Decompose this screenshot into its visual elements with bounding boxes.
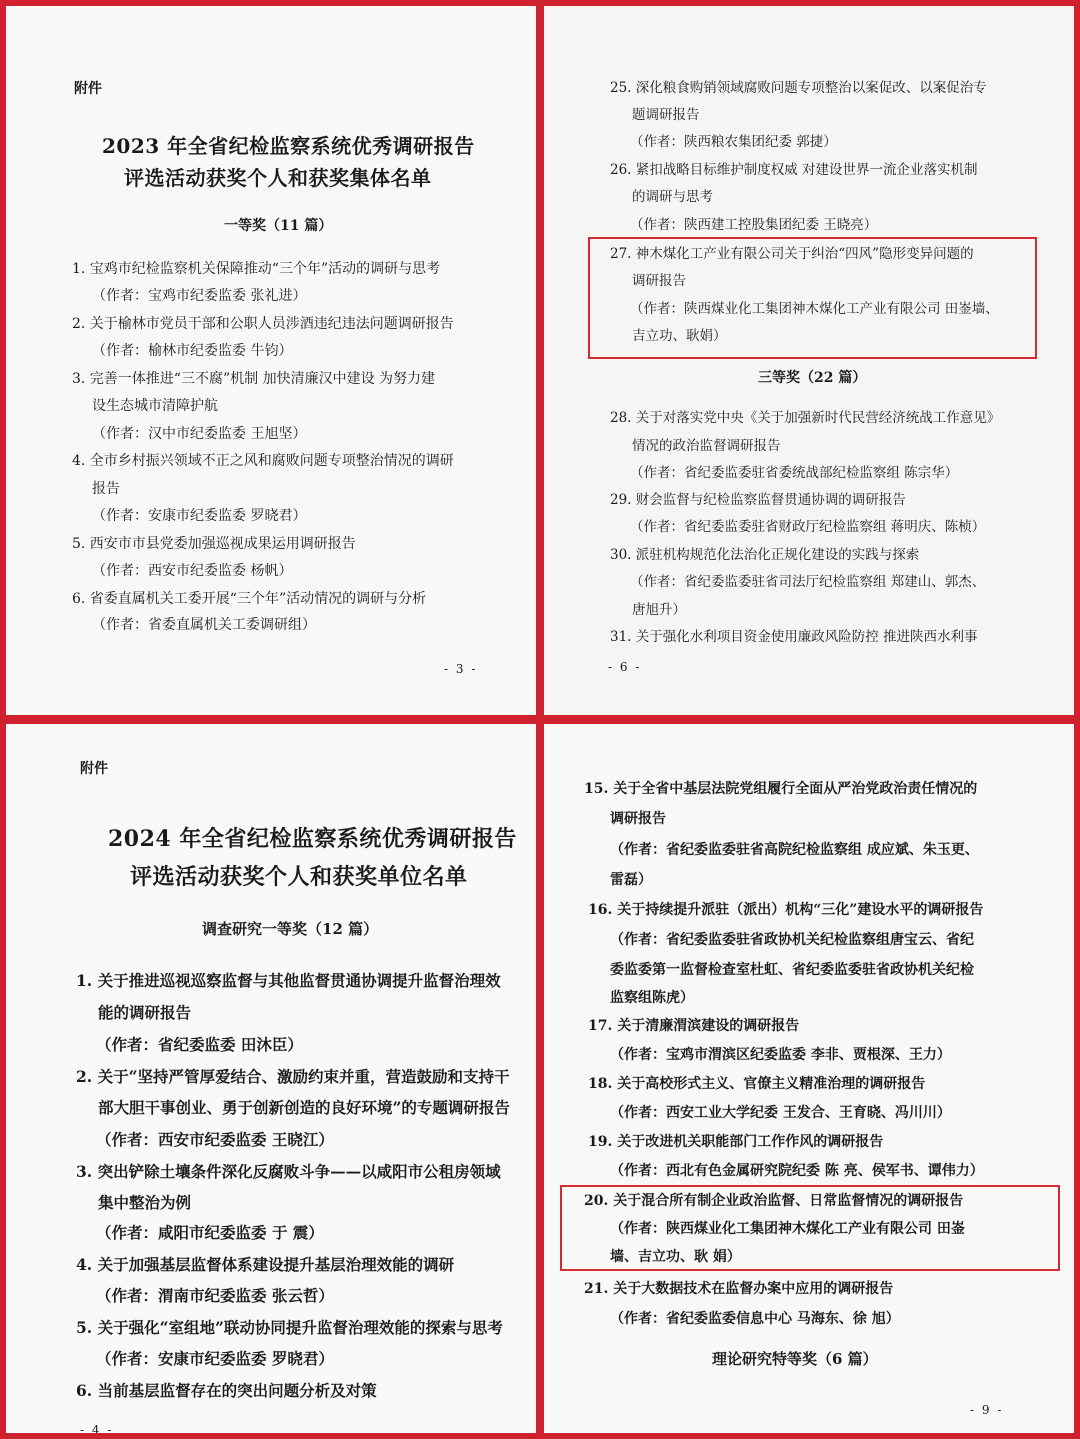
list-item-highlighted: 20. 关于混合所有制企业政治监督、日常监督情况的调研报告 [584, 1193, 964, 1209]
list-item: 31. 关于强化水利项目资金使用廉政风险防控 推进陕西水利事 [610, 629, 978, 645]
list-item-cont: 能的调研报告 [98, 1003, 192, 1022]
list-item-author: （作者：省纪委监委 田沐臣） [96, 1035, 303, 1054]
document-page-9 [544, 724, 1074, 1433]
list-item-cont: 的调研与思考 [632, 189, 713, 205]
list-item: 2. 关于榆林市党员干部和公职人员涉酒违纪违法问题调研报告 [72, 316, 454, 332]
list-item: 5. 关于强化“室组地”联动协同提升监督治理效能的探索与思考 [76, 1318, 503, 1337]
list-item: 29. 财会监督与纪检监察监督贯通协调的调研报告 [610, 492, 906, 508]
attachment-label: 附件 [74, 81, 102, 97]
page-title-line1: 2024 年全省纪检监察系统优秀调研报告 [108, 826, 517, 852]
list-item-cont: 设生态城市清障护航 [92, 398, 218, 414]
document-page-6 [544, 6, 1074, 715]
list-item: 21. 关于大数据技术在监督办案中应用的调研报告 [584, 1281, 894, 1297]
section-heading: 三等奖（22 篇） [758, 370, 867, 386]
list-item-author-cont: 雷磊） [610, 872, 652, 888]
list-item-author: （作者：陕西建工控股集团纪委 王晓亮） [630, 217, 878, 233]
list-item-author: （作者：陕西煤业化工集团神木煤化工产业有限公司 田崟墙、 [630, 301, 999, 317]
page-number: - 4 - [80, 1423, 114, 1433]
list-item-cont: 情况的政治监督调研报告 [632, 438, 781, 454]
list-item: 3. 完善一体推进“三不腐”机制 加快清廉汉中建设 为努力建 [72, 371, 436, 387]
list-item-author: （作者：西安工业大学纪委 王发合、王育晓、冯川川） [610, 1105, 951, 1121]
list-item-author: （作者：省纪委监委驻省财政厅纪检监察组 蒋明庆、陈桢） [630, 519, 986, 535]
list-item: 30. 派驻机构规范化法治化正规化建设的实践与探索 [610, 547, 920, 563]
list-item-author: （作者：渭南市纪委监委 张云哲） [96, 1286, 334, 1305]
page-title-line1: 2023 年全省纪检监察系统优秀调研报告 [102, 134, 475, 158]
list-item-author: （作者：省纪委监委信息中心 马海东、徐 旭） [610, 1311, 900, 1327]
list-item-cont: 报告 [92, 481, 120, 497]
list-item-author: （作者：宝鸡市渭滨区纪委监委 李非、贾根深、王力） [610, 1047, 951, 1063]
list-item-cont: 调研报告 [610, 811, 666, 827]
list-item-author-cont: 监察组陈虎） [610, 990, 694, 1006]
section-heading: 理论研究特等奖（6 篇） [712, 1350, 878, 1368]
list-item-author: （作者：陕西粮农集团纪委 郭捷） [630, 134, 837, 150]
list-item: 1. 宝鸡市纪检监察机关保障推动“三个年”活动的调研与思考 [72, 261, 441, 277]
list-item: 4. 关于加强基层监督体系建设提升基层治理效能的调研 [76, 1255, 455, 1274]
list-item-author: （作者：省纪委监委驻省司法厅纪检监察组 郑建山、郭杰、 [630, 574, 986, 590]
list-item-author: （作者：安康市纪委监委 罗晓君） [96, 1349, 334, 1368]
list-item-author: （作者：西北有色金属研究院纪委 陈 亮、侯军书、谭伟力） [610, 1163, 984, 1179]
page-title-line2: 评选活动获奖个人和获奖单位名单 [130, 864, 468, 890]
list-item-author-cont: 墙、吉立功、耿 娟） [610, 1249, 741, 1265]
list-item-cont: 集中整治为例 [98, 1193, 192, 1212]
list-item: 4. 全市乡村振兴领域不正之风和腐败问题专项整治情况的调研 [72, 453, 454, 469]
list-item: 16. 关于持续提升派驻（派出）机构“三化”建设水平的调研报告 [588, 902, 984, 918]
list-item-author: （作者：榆林市纪委监委 牛钧） [92, 343, 293, 359]
list-item: 5. 西安市市县党委加强巡视成果运用调研报告 [72, 536, 356, 552]
list-item-highlighted: 27. 神木煤化工产业有限公司关于纠治“四风”隐形变异问题的 [610, 246, 974, 262]
document-page-3 [6, 6, 536, 715]
list-item-cont: 题调研报告 [632, 107, 700, 123]
list-item: 19. 关于改进机关职能部门工作作风的调研报告 [588, 1134, 884, 1150]
list-item-author: （作者：陕西煤业化工集团神木煤化工产业有限公司 田崟 [610, 1221, 965, 1237]
list-item: 18. 关于高校形式主义、官僚主义精准治理的调研报告 [588, 1076, 926, 1092]
list-item-author: （作者：安康市纪委监委 罗晓君） [92, 508, 307, 524]
page-number: - 3 - [444, 662, 478, 676]
attachment-label: 附件 [80, 761, 108, 777]
list-item-author: （作者：省委直属机关工委调研组） [92, 617, 316, 633]
document-page-4 [6, 724, 536, 1433]
list-item-author: （作者：汉中市纪委监委 王旭坚） [92, 426, 307, 442]
list-item: 15. 关于全省中基层法院党组履行全面从严治党政治责任情况的 [584, 781, 978, 797]
list-item: 26. 紧扣战略目标维护制度权威 对建设世界一流企业落实机制 [610, 162, 978, 178]
list-item-author: （作者：宝鸡市纪委监委 张礼进） [92, 288, 307, 304]
list-item: 1. 关于推进巡视巡察监督与其他监督贯通协调提升监督治理效 [76, 971, 501, 990]
list-item: 6. 当前基层监督存在的突出问题分析及对策 [76, 1381, 377, 1400]
list-item-author: （作者：省纪委监委驻省高院纪检监察组 成应斌、朱玉更、 [610, 842, 979, 858]
list-item: 6. 省委直属机关工委开展“三个年”活动情况的调研与分析 [72, 591, 427, 607]
list-item-author-cont: 委监委第一监督检查室杜虹、省纪委监委驻省政协机关纪检 [610, 962, 974, 978]
list-item-author: （作者：省纪委监委驻省委统战部纪检监察组 陈宗华） [630, 465, 959, 481]
list-item-author: （作者：省纪委监委驻省政协机关纪检监察组唐宝云、省纪 [610, 932, 974, 948]
list-item: 17. 关于清廉渭滨建设的调研报告 [588, 1018, 800, 1034]
list-item: 2. 关于“坚持严管厚爱结合、激励约束并重，营造鼓励和支持干 [76, 1067, 510, 1086]
list-item-cont: 部大胆干事创业、勇于创新创造的良好环境”的专题调研报告 [98, 1098, 510, 1117]
list-item: 28. 关于对落实党中央《关于加强新时代民营经济统战工作意见》 [610, 410, 1001, 426]
list-item-author: （作者：西安市纪委监委 王晓江） [96, 1130, 334, 1149]
section-heading: 调查研究一等奖（12 篇） [202, 920, 379, 938]
page-number: - 9 - [970, 1403, 1004, 1417]
page-title-line2: 评选活动获奖个人和获奖集体名单 [124, 166, 432, 190]
section-heading: 一等奖（11 篇） [224, 218, 333, 234]
list-item-author-cont: 唐旭升） [632, 602, 686, 618]
list-item: 3. 突出铲除土壤条件深化反腐败斗争——以咸阳市公租房领域 [76, 1162, 501, 1181]
list-item-author-cont: 吉立功、耿娟） [632, 328, 727, 344]
page-number: - 6 - [608, 660, 642, 674]
list-item-author: （作者：咸阳市纪委监委 于 震） [96, 1223, 324, 1242]
list-item: 25. 深化粮食购销领域腐败问题专项整治以案促改、以案促治专 [610, 80, 987, 96]
list-item-author: （作者：西安市纪委监委 杨帆） [92, 563, 293, 579]
list-item-cont: 调研报告 [632, 273, 686, 289]
